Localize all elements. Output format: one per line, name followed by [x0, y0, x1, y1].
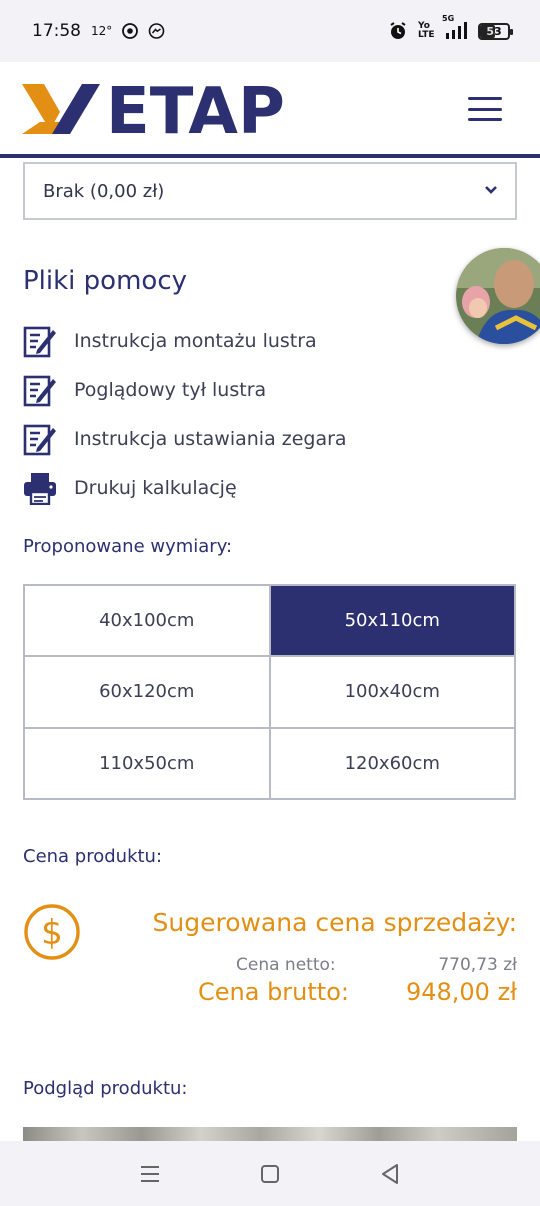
help-item-back-view[interactable] — [23, 365, 443, 414]
help-item-mounting-instructions[interactable] — [23, 316, 443, 365]
back-triangle-icon — [380, 1163, 400, 1185]
etap-logo[interactable] — [22, 80, 312, 140]
suggested-price-heading: Sugerowana cena sprzedaży: — [152, 908, 517, 937]
help-item-label: Instrukcja ustawiania zegara — [74, 427, 347, 450]
messenger-icon — [148, 23, 165, 40]
recent-apps-button[interactable] — [130, 1154, 170, 1194]
menu-lines-icon — [139, 1165, 161, 1183]
menu-button[interactable] — [468, 97, 502, 121]
square-icon — [260, 1164, 280, 1184]
battery-icon — [478, 23, 510, 40]
dimensions-label: Proponowane wymiary: — [23, 536, 233, 557]
hamburger-line — [468, 97, 502, 100]
hamburger-line — [468, 118, 502, 121]
help-item-label: Drukuj kalkulację — [74, 476, 237, 499]
signal-icon — [442, 14, 468, 40]
help-files-title: Pliki pomocy — [23, 266, 187, 296]
help-item-print-calculation[interactable] — [23, 463, 443, 512]
site-header — [0, 62, 540, 158]
system-navigation-bar — [0, 1141, 540, 1206]
select-value: Brak (0,00 zł) — [43, 180, 165, 202]
edit-document-icon — [23, 323, 59, 359]
help-item-label: Poglądowy tył lustra — [74, 378, 267, 401]
network-type: 5G — [442, 14, 455, 23]
help-item-clock-instructions[interactable] — [23, 414, 443, 463]
alarm-icon — [388, 21, 408, 41]
netto-price-row — [180, 955, 517, 975]
size-option[interactable]: 110x50cm — [24, 728, 270, 799]
chat-avatar[interactable] — [456, 248, 540, 344]
edit-document-icon — [23, 421, 59, 457]
help-item-label: Instrukcja montażu lustra — [74, 329, 317, 352]
size-option-selected[interactable]: 50x110cm — [270, 585, 516, 656]
status-bar — [0, 0, 540, 62]
hamburger-line — [468, 108, 502, 111]
chrome-icon — [122, 23, 138, 39]
dollar-icon — [23, 903, 81, 965]
brutto-price-row — [180, 978, 517, 1006]
netto-value: 770,73 zł — [438, 955, 517, 975]
edit-document-icon — [23, 372, 59, 408]
home-button[interactable] — [250, 1154, 290, 1194]
netto-label: Cena netto: — [236, 955, 336, 975]
battery-level: 53 — [486, 24, 502, 38]
svg-text:$: $ — [41, 913, 63, 953]
size-option[interactable]: 60x120cm — [24, 656, 270, 727]
help-files-list — [23, 316, 443, 512]
dimensions-grid — [23, 584, 516, 800]
status-temperature: 12° — [91, 24, 113, 38]
printer-icon — [23, 470, 59, 506]
brutto-value: 948,00 zł — [405, 978, 517, 1006]
chevron-down-icon — [483, 182, 499, 203]
status-time: 17:58 — [32, 21, 81, 41]
back-button[interactable] — [370, 1154, 410, 1194]
brutto-label: Cena brutto: — [198, 978, 349, 1006]
price-label: Cena produktu: — [23, 846, 163, 867]
logo-text: ETAP — [106, 80, 285, 136]
volte-indicator: Yo LTE — [418, 21, 435, 40]
preview-label: Podgląd produktu: — [23, 1078, 188, 1099]
size-option[interactable]: 120x60cm — [270, 728, 516, 799]
product-preview-image — [23, 1127, 517, 1141]
size-option[interactable]: 40x100cm — [24, 585, 270, 656]
size-option[interactable]: 100x40cm — [270, 656, 516, 727]
option-select[interactable] — [23, 162, 517, 220]
